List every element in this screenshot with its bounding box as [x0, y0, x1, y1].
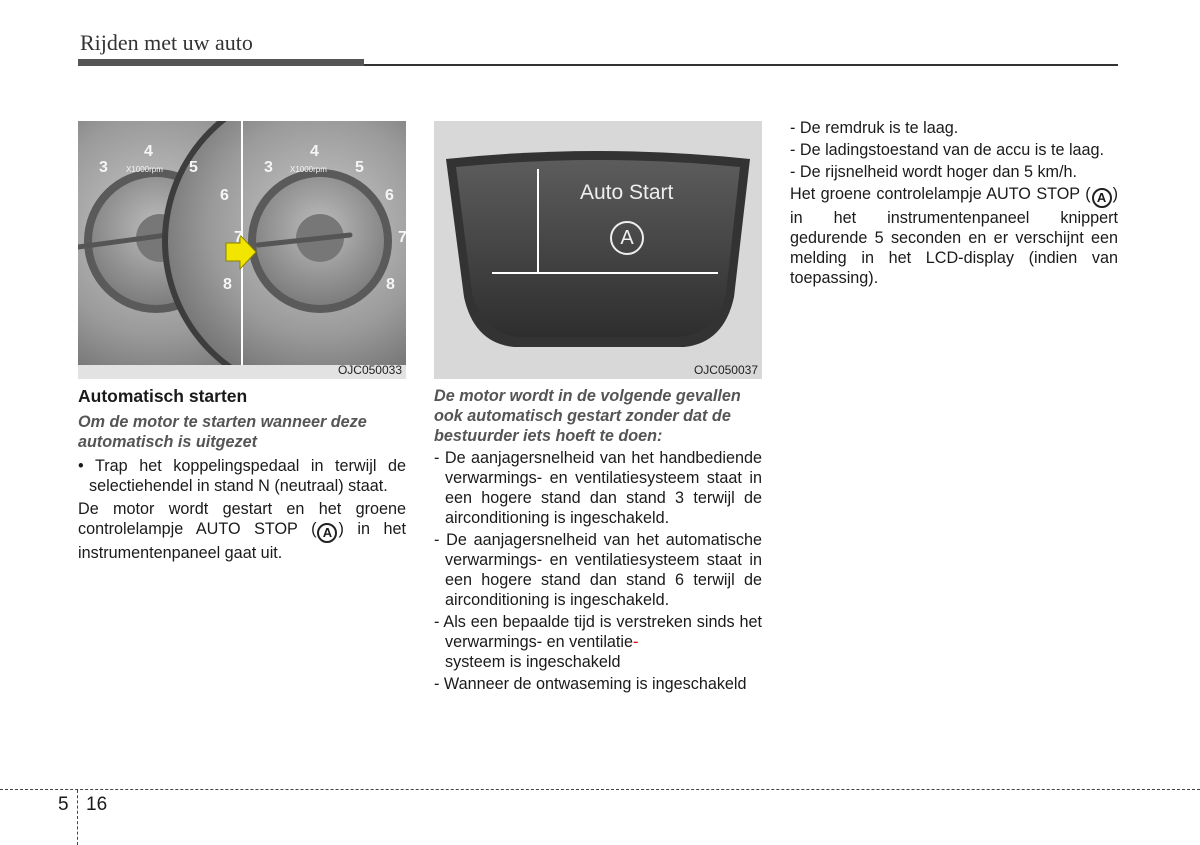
auto-start-label: Auto Start: [580, 181, 674, 204]
right-dial: [162, 121, 406, 379]
list-item-text: De aanjagersnelheid van het automatische verwarmings- en ventilatiesysteem staat in een hogere stand dan stand 6 terwijl de airconditioning is ingeschakeld.: [445, 531, 762, 609]
chapter-number: 5: [58, 794, 69, 815]
paragraph-text: ) in het instrumentenpaneel gaat uit.: [78, 520, 406, 562]
auto-start-illustration: [434, 121, 762, 379]
header-rule-thick: [78, 59, 364, 66]
auto-start-icon: A: [610, 221, 644, 255]
dial-number: 8: [386, 276, 395, 293]
dial-number: 6: [385, 187, 394, 204]
auto-stop-icon: A: [1092, 188, 1112, 208]
dial-number: 7: [398, 229, 407, 246]
list-item-text: De rijsnelheid wordt hoger dan 5 km/h.: [799, 163, 1078, 181]
auto-stop-icon: A: [317, 523, 337, 543]
dial-unit: X1000rpm: [126, 165, 163, 174]
hyphen: -: [633, 633, 639, 651]
paragraph-text: De motor wordt gestart en het groene controlelampje AUTO STOP (: [78, 500, 406, 538]
header-rule-thin: [364, 64, 1118, 66]
footer-divider: [77, 790, 78, 845]
list-item: - De rijsnelheid wordt hoger dan 5 km/h.: [790, 163, 1078, 181]
subheading: De motor wordt in de volgende gevallen ook automatisch gestart zonder dat de bestuurder iets hoeft te doen:: [434, 387, 741, 445]
figure-code: OJC050033: [337, 363, 402, 377]
list-item-text: systeem is ingeschakeld: [445, 653, 621, 671]
dial-unit: X1000rpm: [290, 165, 327, 174]
column-right: [790, 118, 1118, 288]
list-item: - De aanjagersnelheid van het handbediende verwarmings- en ventilatiesysteem staat in een hogere stand dan stand 3 terwijl de airconditioning is ingeschakeld.: [434, 449, 763, 527]
footer-rule: [0, 789, 1200, 790]
list-item-text: De aanjagersnelheid van het handbediende verwarmings- en ventilatiesysteem staat in een hogere stand dan stand 3 terwijl de airconditioning is ingeschakeld.: [444, 449, 763, 527]
dial-number: 6: [220, 187, 229, 204]
page-header-title: Rijden met uw auto: [80, 30, 253, 55]
column-middle: [434, 386, 762, 696]
dial-number: 3: [264, 159, 273, 176]
dial-number: 5: [189, 159, 198, 176]
list-item: - Wanneer de ontwaseming is ingeschakeld: [434, 675, 747, 693]
list-item: - Als een bepaalde tijd is verstreken sinds het verwarmings- en ventilatie- systeem is ingeschakeld: [434, 613, 762, 671]
list-item-text: De remdruk is te laag.: [799, 119, 959, 137]
list-item-text: De ladingstoestand van de accu is te laag.: [799, 141, 1105, 159]
paragraph-text: ) in het instrumentenpaneel knippert gedurende 5 seconden en er verschijnt een melding in het LCD-display (indien van toepassing).: [790, 185, 1118, 287]
tachometer-figure: [78, 121, 406, 379]
section-heading: Automatisch starten: [78, 386, 248, 406]
list-item-text: Als een bepaalde tijd is verstreken sinds het verwarmings- en ventilatie: [443, 613, 762, 651]
auto-start-figure: [434, 121, 762, 379]
column-left: [78, 386, 406, 563]
page-number: 16: [86, 794, 108, 815]
list-item: - De remdruk is te laag.: [790, 119, 959, 137]
subheading: Om de motor te starten wanneer deze automatisch is uitgezet: [78, 413, 367, 451]
dial-number: 8: [223, 276, 232, 293]
list-item: - De ladingstoestand van de accu is te laag.: [790, 141, 1105, 159]
paragraph: [78, 499, 406, 563]
paragraph: [790, 184, 1118, 288]
list-item: - De aanjagersnelheid van het automatische verwarmings- en ventilatiesysteem staat in een hogere stand dan stand 6 terwijl de airconditioning is ingeschakeld.: [434, 531, 762, 609]
paragraph-text: Het groene controlelampje AUTO STOP (: [790, 185, 1091, 203]
bullet-item: • Trap het koppelingspedaal in terwijl de selectiehendel in stand N (neutraal) staat.: [78, 457, 406, 495]
dial-number: 7: [234, 229, 243, 246]
dial-number: 3: [99, 159, 108, 176]
dial-number: 4: [144, 143, 153, 160]
figure-code: OJC050037: [693, 363, 758, 377]
bullet-text: Trap het koppelingspedaal in terwijl de selectiehendel in stand N (neutraal) staat.: [89, 457, 406, 495]
dial-number: 4: [310, 143, 319, 160]
list-item-text: Wanneer de ontwaseming is ingeschakeld: [443, 675, 747, 693]
dial-number: 5: [355, 159, 364, 176]
